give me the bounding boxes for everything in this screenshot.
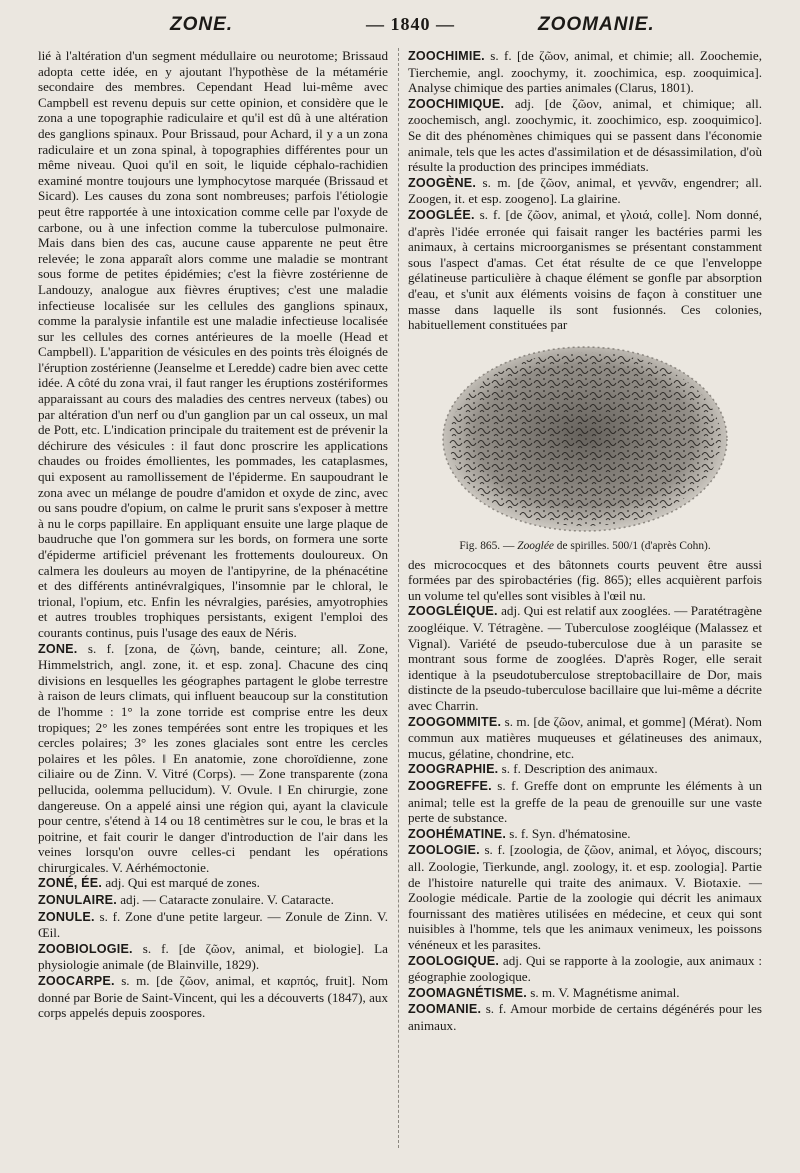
page-number: — 1840 —: [366, 14, 455, 34]
headword: ZOOMANIE.: [408, 1002, 482, 1017]
headword: ZOOGREFFE.: [408, 779, 492, 793]
dictionary-entry: [38, 892, 388, 909]
headword: ZOOGLÉIQUE.: [408, 604, 498, 619]
definition: adj. [de ζῶον, animal, et chimique; all. zoochemisch, angl. zoochymic, it. zoochimico, esp. zooquimico]. Se dit des phénomènes chimiques qui se passent dans l'économie animale, tels que les actes d'assimilation et de désassimilation, d'où résulte la production des principes immédiats.: [408, 95, 762, 175]
definition: s. f. [de ζῶον, animal, et biologie]. La physiologie animale (de Blainville, 1829).: [38, 940, 388, 973]
running-head-right: ZOOMANIE.: [538, 14, 655, 35]
headword: ZOOLOGIQUE.: [408, 953, 500, 968]
definition: s. f. Zone d'une petite largeur. — Zonule de Zinn. V. Œil.: [38, 908, 388, 941]
headword: ZOOMAGNÉTISME.: [408, 985, 527, 1000]
dictionary-entry: [408, 985, 762, 1002]
headword: ZONULAIRE.: [38, 893, 117, 908]
headword: ZOOGÈNE.: [408, 175, 477, 190]
definition: adj. Qui est marqué de zones.: [102, 875, 260, 891]
headword: ZOOCHIMIE.: [408, 49, 485, 63]
definition: s. f. [de ζῶον, animal, et γλοιά, colle]. Nom donné, d'après l'idée erronée qui faisait ranger les bactéries parmi les animaux, à certains microorganismes se présentant constamment sous l'aspect d'amas. Cet état résulte de ce que l'enveloppe gélatineuse particulière à chaque élément se gonfle par absorption d'eau, et s'unit aux éléments voisins de façon à constituer une masse dans laquelle ils sont fusionnés. Ces colonies, habituellement constituées par: [408, 206, 762, 333]
headword: ZOOGRAPHIE.: [408, 762, 499, 777]
continuation-paragraph: lié à l'altération d'un segment médullaire ou neurotome; Brissaud adopta cette idée, en y ajoutant l'hypothèse de la métamérie secondaire des membres. Cependant Head lui-même avec Campbell est revenu depuis sur cette opinion, et considère que le zona a une topographie radiculaire et qu'il est dû à une altération des ganglions spinaux. Pour Brissaud, pour Achard, il y a un zona radiculaire et un zona spinal, à topographies différentes pour un même niveau. Quoi qu'il en soit, le liquide céphalo-rachidien examiné montre toujours une lymphocytose marquée (Brissaud et Sicard). Les causes du zona sont nombreuses; parfois l'étiologie peut être rapportée à une intoxication comme celle par l'oxyde de carbone, ou à une infection comme la tuberculose pulmonaire. Mais dans bien des cas, aucune cause apparente ne peut être relevée; le zona apparaît alors comme une maladie se montrant sous forme de petites épidémies; c'est la fièvre zostérienne de Landouzy, analogue aux fièvres éruptives; c'est une maladie infectieuse localisée sur les cellules des ganglions spinaux, comme la paralysie infantile est une maladie infectieuse localisée sur les cellules des cornes antérieures de la moelle (Head et Campbell). L'apparition de vésicules en des points très éloignés de l'éruption zostérienne (Jeanselme et Leredde) cadre bien avec cette idée. A côté du zona vrai, il faut ranger les éruptions zostériformes apparaissant au cours des maladies des centres nerveux (tabes) ou par altération d'un nerf ou d'un ganglion par un cal osseux, un mal de Pott, etc. L'indication principale du traitement est de prévenir la déchirure des vésicules : il faut donc proscrire les applications chaudes ou froides émollientes, les pommades, les cataplasmes, qui exposent au ramollissement de l'épiderme. En saupoudrant le zona avec un mélange de poudre d'amidon et oxyde de zinc, avec ou sans poudre d'opium, on calme le prurit sans s'exposer à mettre à nu le corps papillaire. En appliquant ensuite une large plaque de baudruche que l'on gommera sur les bords, on formera une sorte d'épiderme artificiel prévenant les frottements douloureux. On calmera les douleurs au moyen de l'antipyrine, de la phénacétine et des différents antinévralgiques, l'insomnie par le chloral, le trional, l'opium, etc. Enfin les névralgies, parésies, amyotrophies et autres troubles trophiques persistants, exigent l'emploi des courants continus, puis l'usage des eaux de Néris.: [38, 48, 388, 640]
figure-865: [408, 341, 762, 553]
dictionary-entry: [408, 175, 762, 207]
definition: adj. Qui se rapporte à la zoologie, aux animaux : géographie zoologique.: [408, 952, 762, 985]
left-column: [38, 48, 388, 1021]
dictionary-entry: [408, 842, 762, 952]
dictionary-entry: [38, 641, 388, 876]
right-column: [408, 48, 762, 1034]
definition: s. m. [de ζῶον, animal, et καρπός, fruit]. Nom donné par Borie de Saint-Vincent, qui les a découverts (1847), aux corps appelés depuis zoospores.: [38, 973, 388, 1021]
figure-number: Fig. 865. —: [459, 539, 518, 552]
dictionary-entry: [408, 778, 762, 826]
dictionary-entry: [408, 207, 762, 333]
headword: ZOOCHIMIQUE.: [408, 96, 505, 111]
figure-caption-rest: de spirilles. 500/1 (d'après Cohn).: [553, 539, 711, 552]
definition: adj. Qui est relatif aux zooglées. — Paratétragène zoogléique. V. Tétragène. — Tuberculose zoogléique (Malassez et Vignal). Variété de pseudo-tuberculose due à un parasite se montrant sous forme de zooglées. D'après Roger, elle serait identique à la pseudotuberculose streptobacillaire de Dor, mais distincte de la pseudo-tuberculose bacillaire que lui-même a décrite avec Charrin.: [408, 603, 762, 714]
headword: ZOOCARPE.: [38, 974, 115, 989]
headword: ZOOBIOLOGIE.: [38, 941, 133, 956]
definition: s. f. [de ζῶον, animal, et chimie; all. Zoochemie, Tierchemie, angl. zoochymy, it. zoochimica, esp. zooquimica]. Analyse chimique des parties animales (Clarus, 1801).: [408, 48, 762, 96]
headword: ZOOLOGIE.: [408, 843, 480, 858]
dictionary-entry: [408, 953, 762, 985]
dictionary-entry: [408, 603, 762, 713]
dictionary-entry: [408, 714, 762, 762]
running-head-left: ZONE.: [170, 14, 234, 35]
dictionary-entry: [408, 826, 762, 843]
definition: s. f. Description des animaux.: [498, 761, 658, 777]
figure-title: Zooglée: [517, 539, 554, 552]
zooglee-illustration: [435, 341, 735, 537]
headword: ZOOGOMMITE.: [408, 714, 502, 729]
headword: ZONÉ, ÉE.: [38, 876, 103, 891]
definition: s. m. [de ζῶον, animal, et gomme] (Mérat). Nom commun aux matières muqueuses et gélatineuses des animaux, mucus, gélatine, chondrine, etc.: [408, 713, 762, 761]
definition: s. f. Greffe dont on emprunte les éléments à un animal; telle est la greffe de la peau de grenouille sur une vaste perte de substance.: [408, 778, 762, 826]
definition: s. m. V. Magnétisme animal.: [526, 984, 680, 1000]
dictionary-entry: [38, 941, 388, 973]
definition: s. m. [de ζῶον, animal, et γεννᾶν, engendrer; all. Zoogen, it. et esp. zoogeno]. La glairine.: [408, 174, 762, 207]
definition: s. f. [zona, de ζώνη, bande, ceinture; all. Zone, Himmelstrich, angl. zone, it. et esp. zona]. Chacune des cinq divisions en lesquelles les géographes partagent le globe terrestre à raison de leurs climats, qui influent beaucoup sur la constitution de l'homme : 1° la zone torride est comprise entre les deux tropiques; 2° les zones tempérées sont entre les tropiques et les cercles polaires; 3° les zones glaciales sont entre les cercles polaires et les pôles. ‖ En anatomie, zone choroïdienne, zone ciliaire ou de Zinn. V. Vitré (Corps). — Zone transparente (zona pellucida, oolemma pellucidum). V. Ovule. ‖ En chirurgie, zone dangereuse. On a appelé ainsi une région qui, ayant la clavicule pour centre, s'étend à 14 ou 18 centimètres sur le cou, le bras et la poitrine, et fait courir le danger d'introduction de l'air dans les veines lorsqu'on ouvre celles-ci pendant les opérations chirurgicales. V. Aérhémoctonie.: [38, 640, 388, 875]
definition: s. f. Amour morbide de certains dégénérés pour les animaux.: [408, 1001, 762, 1033]
dictionary-entry: [408, 761, 762, 778]
definition: s. f. Syn. d'hématosine.: [506, 825, 631, 841]
dictionary-entry: [38, 909, 388, 941]
headword: ZONULE.: [38, 909, 95, 924]
dictionary-entry: [408, 1001, 762, 1033]
headword: ZONE.: [38, 641, 78, 656]
dictionary-entry: [408, 48, 762, 96]
dictionary-entry: [38, 875, 388, 892]
dictionary-entry: [408, 96, 762, 175]
dictionary-entry: [38, 973, 388, 1021]
figure-caption: [408, 539, 762, 553]
headword: ZOOGLÉE.: [408, 207, 475, 222]
definition: s. f. [zoologia, de ζῶον, animal, et λόγος, discours; all. Zoologie, Tierkunde, angl. zoology, it. et esp. zoologia]. Partie de l'histoire naturelle qui traite des animaux. V. Biotaxie. — Zoologie médicale. Partie de la zoologie qui décrit les animaux fournissant des matières utilisées en médecine, et ceux qui sont nuisibles à l'homme, tels que les animaux venimeux, les poissons vénéneux et les parasites.: [408, 842, 762, 952]
definition: adj. — Cataracte zonulaire. V. Cataracte.: [116, 892, 334, 908]
column-divider: [398, 48, 399, 1148]
continuation-paragraph: des micrococques et des bâtonnets courts peuvent être aussi formées par des spirobactéries (fig. 865); elles acquièrent parfois un volume tel qu'elles sont visibles à l'œil nu.: [408, 556, 762, 603]
running-head: [0, 14, 800, 44]
headword: ZOOHÉMATINE.: [408, 826, 507, 841]
